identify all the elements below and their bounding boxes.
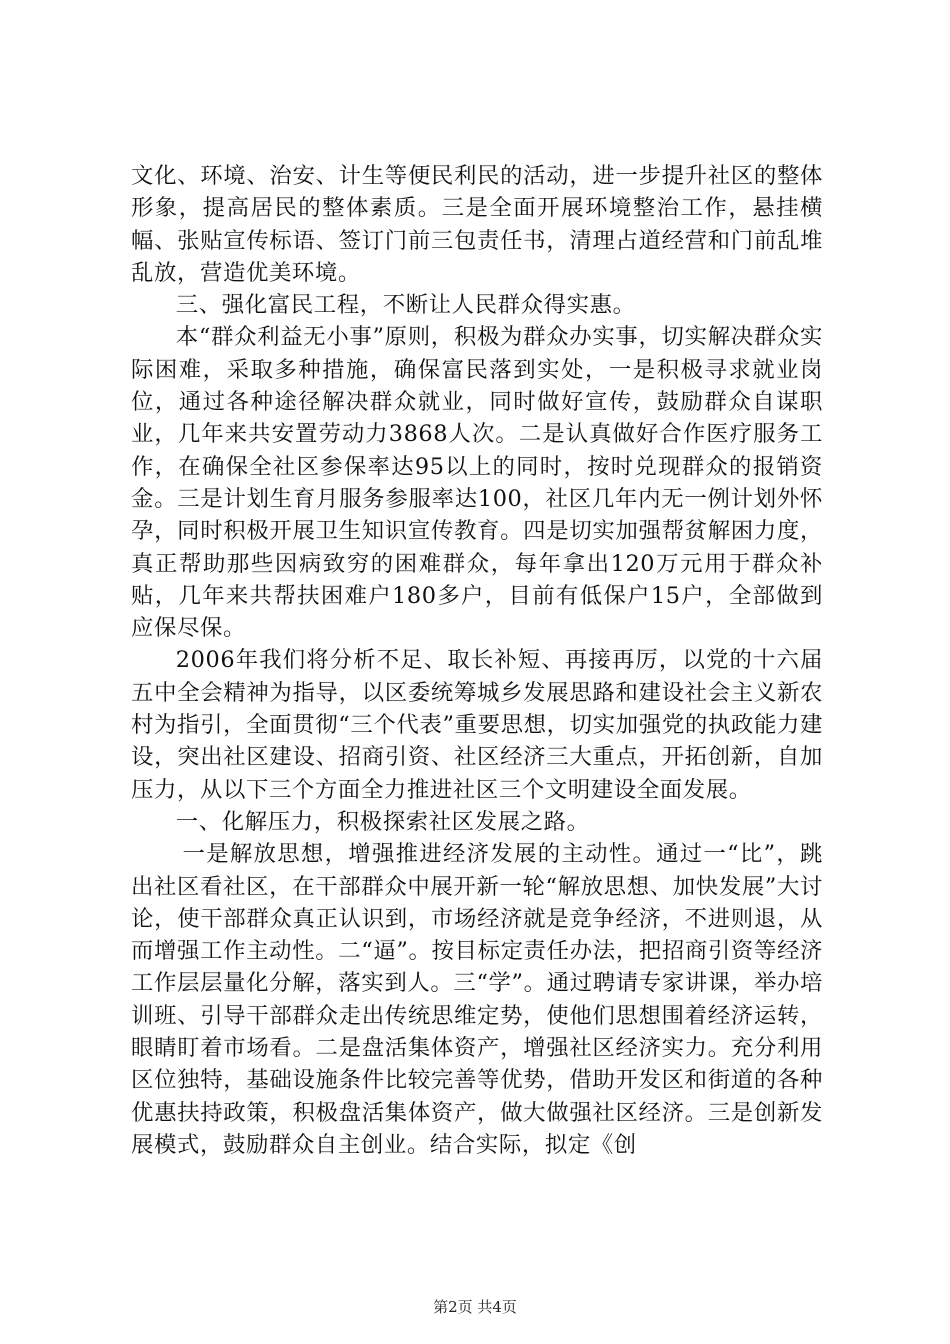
section-heading-three: 三、强化富民工程，不断让人民群众得实惠。 xyxy=(175,292,636,319)
paragraph-liberate-thinking: 一是解放思想，增强推进经济发展的主动性。通过一“比”，跳出社区看社区，在干部群众中展开新一轮“解放思想、加快发展”大讨论，使干部群众真正认识到，市场经济就是竞争经济，不进则退，从而增强工作主动性。二“逼”。按目标定责任办法，把招商引资等经济工作层层量化分解，落实到人。三“学”。通过聘请专家讲课，举办培训班、引导干部群众走出传统思维定势，使他们思想围着经济运转，眼睛盯着市场看。二是盘活集体资产，增强社区经济实力。充分利用区位独特，基础设施条件比较完善等优势，借助开发区和街道的各种优惠扶持政策，积极盘活集体资产，做大做强社区经济。三是创新发展模式，鼓励群众自主创业。结合实际，拟定《创 xyxy=(131,841,823,1158)
body-text xyxy=(131,160,823,1161)
section-heading-one: 一、化解压力，积极探索社区发展之路。 xyxy=(175,808,590,835)
paragraph-enrich-people: 本“群众利益无小事”原则，积极为群众办实事，切实解决群众实际困难，采取多种措施，确保富民落到实处，一是积极寻求就业岗位，通过各种途径解决群众就业，同时做好宣传，鼓励群众自谋职业，几年来共安置劳动力3868人次。二是认真做好合作医疗服务工作，在确保全社区参保率达95以上的同时，按时兑现群众的报销资金。三是计划生育月服务参服率达100，社区几年内无一例计划外怀孕，同时积极开展卫生知识宣传教育。四是切实加强帮贫解困力度，真正帮助那些因病致穷的困难群众，每年拿出120万元用于群众补贴，几年来共帮扶困难户180多户，目前有低保户15户，全部做到应保尽保。 xyxy=(131,324,823,642)
page-footer: 第2页 共4页 xyxy=(433,1298,517,1316)
paragraph-continuation: 文化、环境、治安、计生等便民利民的活动，进一步提升社区的整体形象，提高居民的整体素质。三是全面开展环境整治工作，悬挂横幅、张贴宣传标语、签订门前三包责任书，清理占道经营和门前乱堆乱放，营造优美环境。 xyxy=(131,163,823,286)
paragraph-2006-plan: 2006年我们将分析不足、取长补短、再接再厉，以党的十六届五中全会精神为指导，以区委统筹城乡发展思路和建设社会主义新农村为指引，全面贯彻“三个代表”重要思想，切实加强党的执政能力建设，突出社区建设、招商引资、社区经济三大重点，开拓创新，自加压力，从以下三个方面全力推进社区三个文明建设全面发展。 xyxy=(131,647,823,803)
